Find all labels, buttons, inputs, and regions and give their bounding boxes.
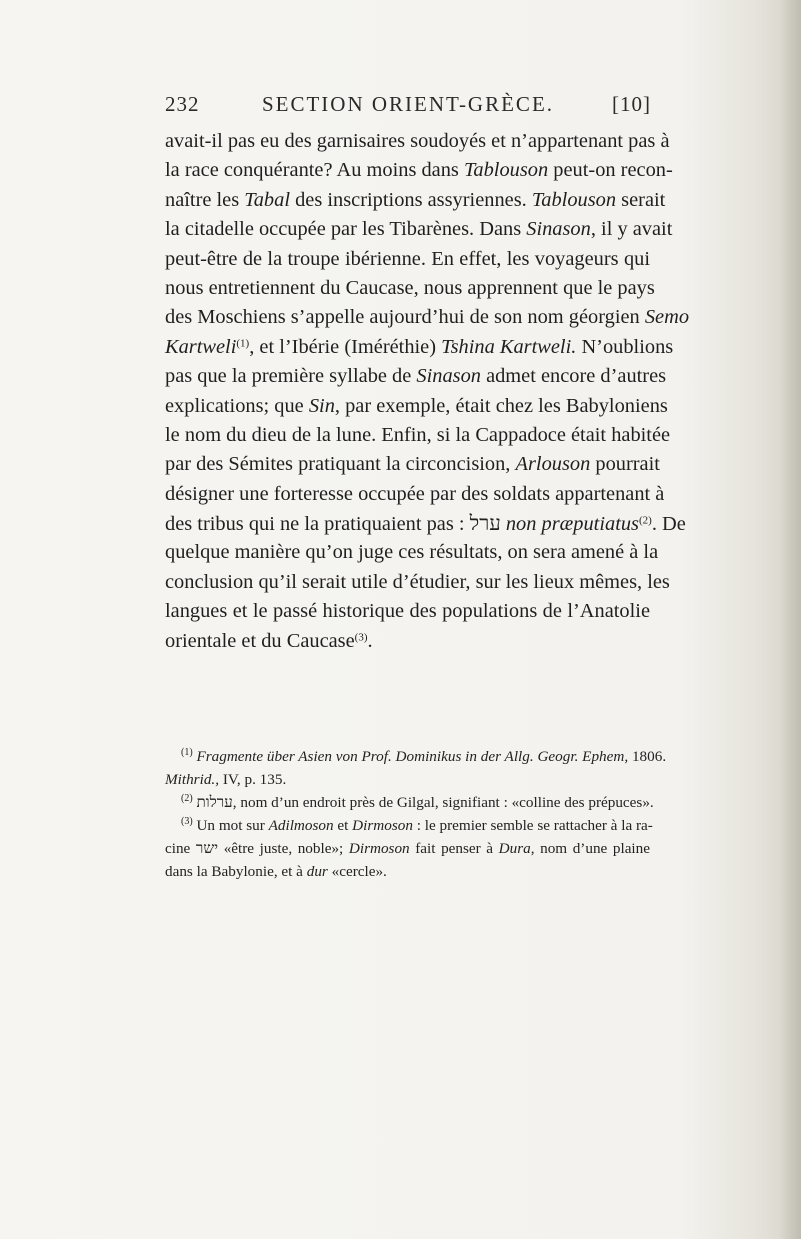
text-run: , nom d’un endroit près de Gilgal, signifiant : «colline des prépuces».	[232, 794, 654, 811]
footnote-ref: (3)	[181, 816, 193, 827]
text-run: la race conquérante? Au moins dans	[165, 159, 464, 182]
text-run: , il y avait	[590, 218, 673, 241]
text-run: peut-être de la troupe ibérienne. En effet, les voyageurs qui	[165, 247, 650, 270]
body-line	[165, 450, 660, 479]
text-run: la citadelle occupée par les Tibarènes. Dans	[165, 218, 527, 241]
body-line	[165, 538, 659, 567]
body-line	[165, 480, 665, 509]
text-run: explications; que	[165, 394, 309, 417]
text-run: , et l’Ibérie (Iméréthie)	[249, 335, 442, 358]
footnote-ref: (1)	[181, 747, 193, 758]
body-line	[165, 597, 650, 626]
footnote-line	[165, 860, 650, 883]
text-run: IV, p. 135.	[219, 771, 287, 788]
italic-term: dur	[306, 863, 328, 880]
text-run: «cercle».	[327, 863, 387, 880]
running-title: SECTION ORIENT-GRÈCE.	[261, 92, 555, 116]
text-run: des tribus qui ne la pratiquaient pas :	[165, 513, 470, 536]
italic-term: Fragmente über Asien von Prof. Dominikus in der Allg. Geogr. Ephem,	[196, 748, 629, 765]
text-run: : le premier semble se rattacher à la ra-	[412, 817, 653, 834]
text-run: quelque manière qu’on juge ces résultats, on sera amené à la	[165, 541, 659, 564]
text-run: avait-il pas eu des garnisaires soudoyés et n’appartenant pas à	[165, 130, 670, 152]
text-run: Un mot sur	[192, 817, 269, 834]
text-run: N’oublions	[576, 335, 674, 358]
text-run: désigner une forteresse occupée par des soldats appartenant à	[165, 482, 665, 505]
italic-term: Arlouson	[515, 453, 591, 476]
text-run: des Moschiens s’appelle aujourd’hui de son nom géorgien	[165, 306, 645, 329]
text-run: , nom d’une plaine	[530, 840, 650, 857]
italic-term: Dirmoson	[348, 840, 410, 857]
text-run: pourrait	[590, 453, 660, 476]
text-run: naître les	[165, 188, 245, 211]
italic-term: non præputiatus	[505, 513, 639, 536]
text-run: pas que la première syllabe de	[165, 365, 417, 388]
text-run: .	[367, 629, 373, 652]
text-run: le nom du dieu de la lune. Enfin, si la Cappadoce était habitée	[165, 423, 671, 446]
text-run: 1806.	[628, 748, 667, 765]
body-line	[165, 627, 650, 656]
text-run: et	[333, 817, 353, 834]
italic-term: Mithrid.,	[165, 771, 220, 788]
body-line	[165, 509, 686, 538]
body-line	[165, 186, 666, 215]
footnote-line	[165, 745, 667, 768]
footnotes	[165, 745, 667, 883]
body-line	[165, 215, 673, 244]
body-line	[165, 392, 668, 421]
footnote-ref: (2)	[639, 514, 652, 527]
body-line	[165, 421, 671, 450]
body-line	[165, 303, 690, 332]
body-line	[165, 333, 674, 362]
italic-term: Dirmoson	[352, 817, 413, 834]
italic-term: Dura	[498, 840, 531, 857]
running-header	[165, 92, 651, 122]
section-marker: [10]	[612, 92, 651, 116]
italic-term: Semo	[644, 306, 690, 329]
body-line	[165, 127, 670, 156]
footnote-line	[165, 814, 653, 837]
text-run: admet encore d’autres	[480, 365, 667, 388]
footnote-line	[165, 791, 654, 814]
italic-term: Kartweli	[165, 335, 237, 358]
main-text	[165, 127, 690, 656]
footnote-ref: (2)	[181, 793, 193, 804]
italic-term: Sinason	[526, 218, 591, 241]
text-run: fait penser à	[409, 840, 499, 857]
text-run: nous entretiennent du Caucase, nous apprennent que le pays	[165, 276, 655, 299]
page-edge-shadow	[779, 0, 801, 1239]
text-run: , par exemple, était chez les Babyloniens	[334, 394, 668, 417]
text-run: orientale et du Caucase	[165, 629, 355, 652]
text-run: «être juste, noble»;	[218, 840, 349, 857]
hebrew-word: ישר	[195, 839, 219, 857]
body-line	[165, 362, 667, 391]
body-line	[165, 156, 673, 185]
text-run: serait	[616, 188, 666, 211]
italic-term: Tablouson	[463, 159, 549, 182]
italic-term: Sin	[308, 394, 335, 417]
footnote-ref: (3)	[354, 631, 368, 644]
footnote-line	[165, 837, 650, 860]
italic-term: Tablouson	[531, 188, 617, 211]
hebrew-word: ערל	[469, 511, 501, 536]
page-number: 232	[165, 92, 200, 116]
hebrew-word: ערלות	[196, 793, 233, 811]
italic-term: Tabal	[244, 188, 290, 211]
text-run: peut-on recon-	[548, 159, 673, 182]
footnote-line	[165, 768, 650, 791]
italic-term: Adilmoson	[268, 817, 334, 834]
body-line	[165, 245, 650, 274]
text-run: par des Sémites pratiquant la circoncision,	[165, 453, 516, 476]
text-run: conclusion qu’il serait utile d’étudier, sur les lieux mêmes, les	[165, 570, 670, 593]
italic-term: Tshina Kartweli.	[441, 335, 577, 358]
text-run: des inscriptions assyriennes.	[290, 188, 532, 211]
body-line	[165, 568, 670, 597]
text-run: langues et le passé historique des populations de l’Anatolie	[165, 600, 650, 623]
body-line	[165, 274, 655, 303]
text-run: dans la Babylonie, et à	[165, 863, 307, 880]
text-run: . De	[651, 513, 686, 536]
italic-term: Sinason	[416, 365, 481, 388]
text-run: cine	[165, 840, 196, 857]
footnote-ref: (1)	[236, 337, 250, 350]
